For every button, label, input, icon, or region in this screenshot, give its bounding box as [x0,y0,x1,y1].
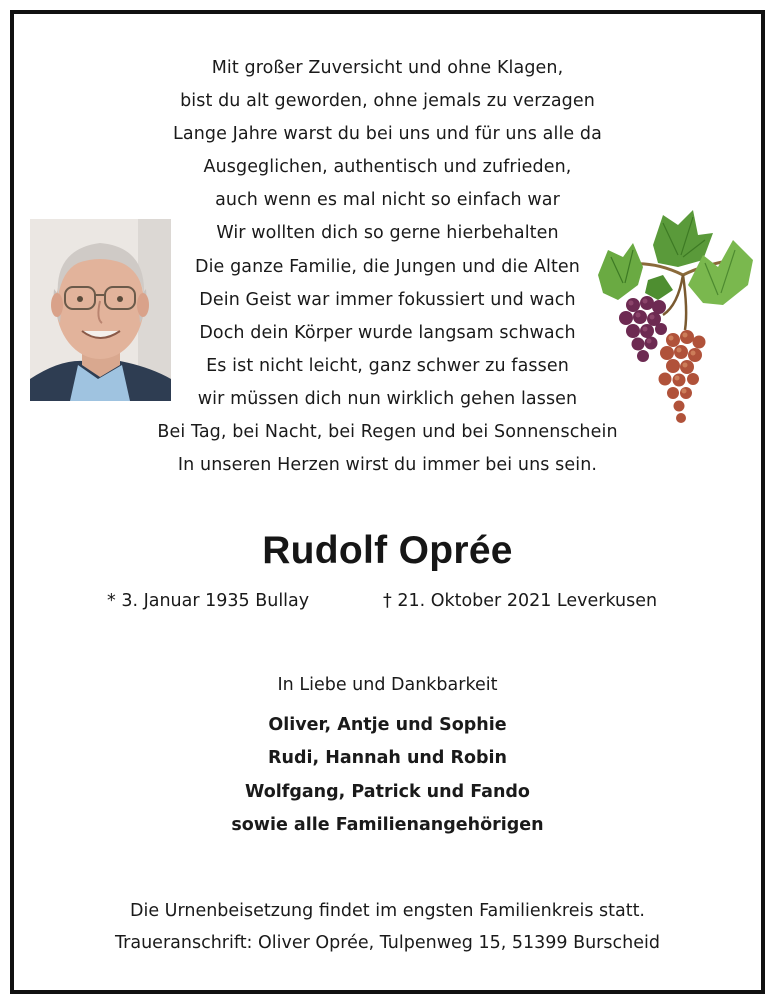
mourning-address: Traueranschrift: Oliver Oprée, Tulpenweg 15, 51399 Burscheid [115,933,660,953]
poem-line: Lange Jahre warst du bei uns und für uns alle da [173,124,602,145]
birth-date: * 3. Januar 1935 Bullay [107,591,310,611]
grape-vine-illustration [593,205,758,430]
burial-note: Die Urnenbeisetzung findet im engsten Familienkreis statt. [129,901,645,921]
poem-line: Mit großer Zuversicht und ohne Klagen, [211,58,564,78]
poem-line: Wir wollten dich so gerne hierbehalten [216,223,559,244]
poem-line: Die ganze Familie, die Jungen und die Alten [195,256,580,277]
poem-line: In unseren Herzen wirst du immer bei uns sein. [177,455,598,476]
mourners-list [0,709,775,842]
poem-line: Doch dein Körper wurde langsam schwach [199,322,576,343]
death-date: † 21. Oktober 2021 Leverkusen [383,591,658,611]
poem-line: Bei Tag, bei Nacht, bei Regen und bei Sonnenschein [157,422,618,443]
poem-line: wir müssen dich nun wirklich gehen lassen [197,388,578,409]
poem-line: Es ist nicht leicht, ganz schwer zu fassen [206,355,569,376]
deceased-name: Rudolf Oprée [262,529,513,572]
mourner-line: Oliver, Antje und Sophie [268,715,507,735]
portrait-photo [30,219,171,401]
poem-line: Ausgeglichen, authentisch und zufrieden, [203,157,572,178]
mourner-line: sowie alle Familienangehörigen [231,814,544,835]
poem-line: auch wenn es mal nicht so einfach war [215,190,560,211]
poem-line: Dein Geist war immer fokussiert und wach [199,289,576,310]
mourner-line: Wolfgang, Patrick und Fando [245,781,530,802]
mourners-intro: In Liebe und Dankbarkeit [277,675,498,695]
poem-line: bist du alt geworden, ohne jemals zu verzagen [180,91,595,112]
footer [0,895,775,959]
mourner-line: Rudi, Hannah und Robin [268,748,507,769]
